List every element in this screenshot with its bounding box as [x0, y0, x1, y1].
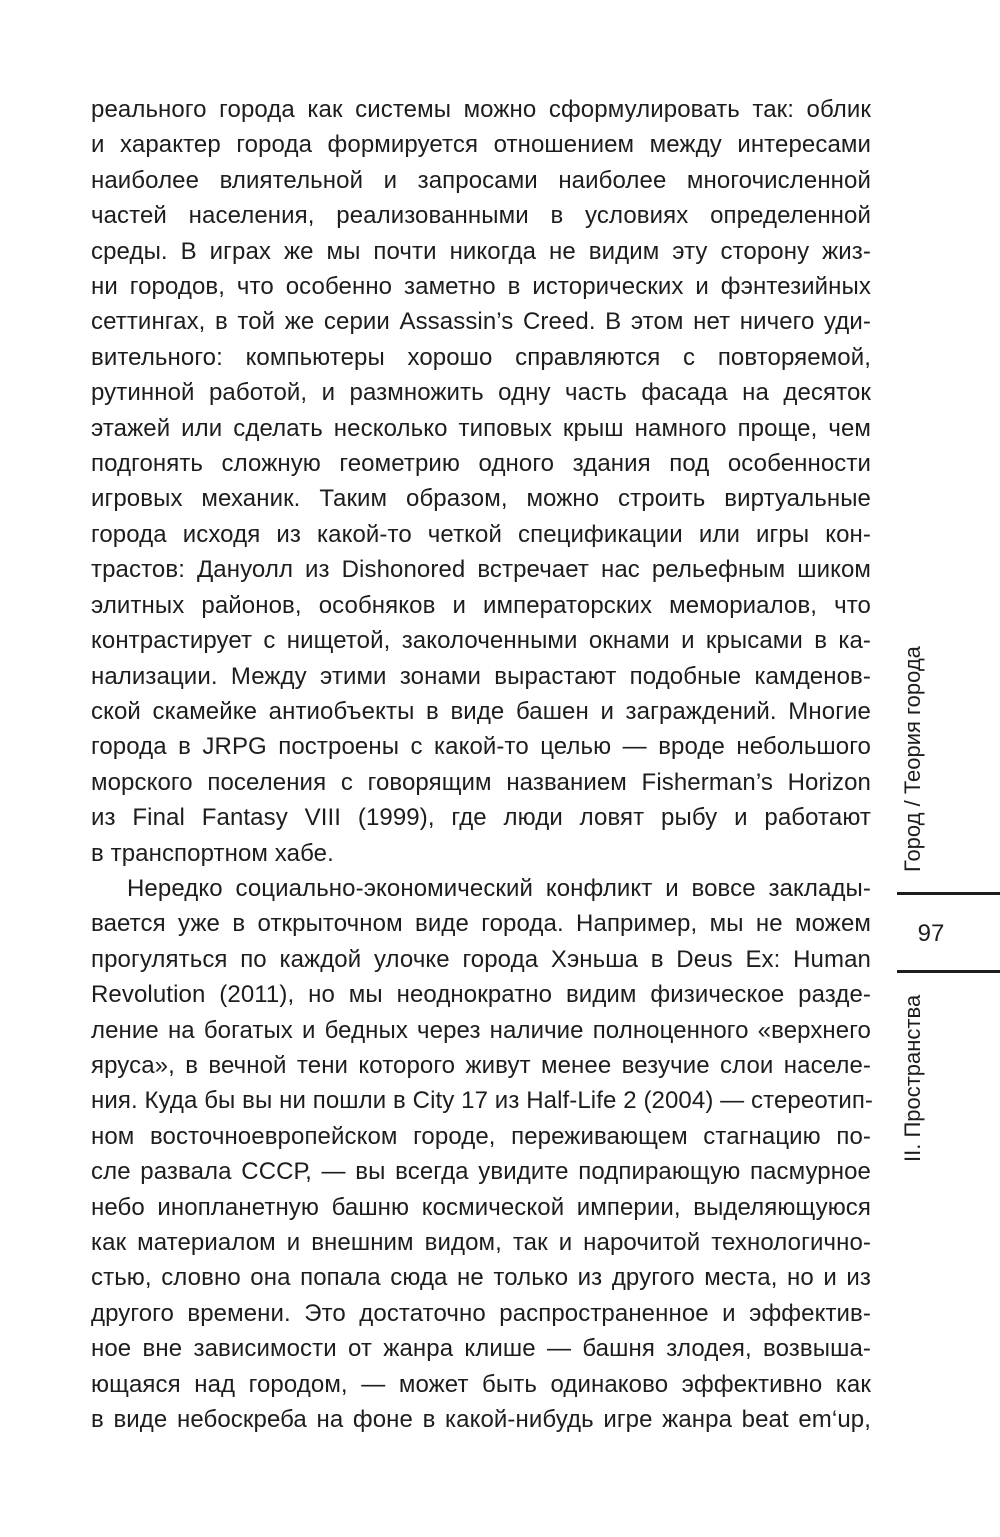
text-line: подгонять сложную геометрию одного здания под особенности: [91, 450, 871, 478]
text-line: другого времени. Это достаточно распространенное и эффектив-: [91, 1299, 871, 1327]
text-line: ющаяся над городом, — может быть одинаково эффективно как: [91, 1370, 871, 1398]
running-head-rule-bottom: [897, 970, 1000, 973]
body-text: [91, 92, 874, 1437]
text-line: морского поселения с говорящим названием Fisherman’s Horizon: [91, 768, 871, 796]
text-line: наиболее влиятельной и запросами наиболее многочисленной: [91, 166, 871, 194]
text-line: трастов: Дануолл из Dishonored встречает нас рельефным шиком: [91, 556, 871, 584]
text-line: реального города как системы можно сформулировать так: облик: [91, 96, 871, 123]
paragraph-2: [91, 871, 874, 1438]
text-line: небо инопланетную башню космической империи, выделяющуюся: [91, 1193, 871, 1221]
page-number: 97: [917, 920, 945, 947]
text-line: прогуляться по каждой улочке города Хэньша в Deus Ex: Human: [91, 945, 871, 973]
running-head-part: II. Пространства: [900, 994, 925, 1162]
text-line: сле развала СССР, — вы всегда увидите подпирающую пасмурное: [91, 1158, 871, 1186]
running-head-rule-top: [897, 892, 1000, 895]
text-line: ния. Куда бы вы ни пошли в City 17 из Half-Life 2 (2004) — стереотип-: [91, 1087, 874, 1115]
text-line: ном восточноевропейском городе, переживающем стагнацию по-: [91, 1122, 871, 1150]
text-line: города в JRPG построены с какой-то целью — вроде небольшого: [91, 733, 871, 761]
paragraph-1: [91, 92, 871, 871]
text-line: рутинной работой, и размножить одну часть фасада на десяток: [91, 379, 871, 407]
text-line: вительного: компьютеры хорошо справляются с повторяемой,: [91, 343, 871, 371]
text-line: игровых механик. Таким образом, можно строить виртуальные: [91, 485, 871, 513]
text-line: среды. В играх же мы почти никогда не видим эту сторону жиз-: [91, 237, 871, 265]
text-line: вается уже в открыточном виде города. Например, мы не можем: [91, 910, 871, 938]
text-line: в транспортном хабе.: [91, 839, 334, 867]
text-line: ное вне зависимости от жанра клише — башня злодея, возвыша-: [91, 1335, 871, 1363]
text-line: нализации. Между этими зонами вырастают подобные камденов-: [91, 662, 871, 690]
text-line: частей населения, реализованными в условиях определенной: [91, 202, 871, 230]
running-head-chapter: Город / Теория города: [900, 646, 925, 872]
text-line: Revolution (2011), но мы неоднократно видим физическое разде-: [91, 981, 871, 1009]
text-line: яруса», в вечной тени которого живут менее везучие слои населе-: [91, 1051, 871, 1079]
text-line: и характер города формируется отношением между интересами: [91, 131, 871, 159]
text-line: элитных районов, особняков и императорских мемориалов, что: [91, 591, 871, 619]
text-line: сеттингах, в той же серии Assassin’s Creed. В этом нет ничего уди-: [91, 308, 871, 336]
text-line: этажей или сделать несколько типовых крыш намного проще, чем: [91, 414, 871, 442]
text-line: как материалом и внешним видом, так и нарочитой технологично-: [91, 1229, 871, 1256]
text-line: в виде небоскреба на фоне в какой-нибудь игре жанра beat em‘up,: [91, 1406, 871, 1434]
text-line: ни городов, что особенно заметно в исторических и фэнтезийных: [91, 273, 871, 301]
text-line: стью, словно она попала сюда не только из другого места, но и из: [91, 1264, 871, 1292]
text-line: Нередко социально-экономический конфликт и вовсе заклады-: [127, 874, 871, 902]
text-line: контрастирует с нищетой, заколоченными окнами и крысами в ка-: [91, 627, 871, 655]
text-line: из Final Fantasy VIII (1999), где люди ловят рыбу и работают: [91, 804, 871, 832]
text-line: города исходя из какой-то четкой спецификации или игры кон-: [91, 520, 871, 548]
text-line: ление на богатых и бедных через наличие полноценного «верхнего: [91, 1016, 871, 1044]
text-line: ской скамейке антиобъекты в виде башен и заграждений. Многие: [91, 697, 871, 725]
